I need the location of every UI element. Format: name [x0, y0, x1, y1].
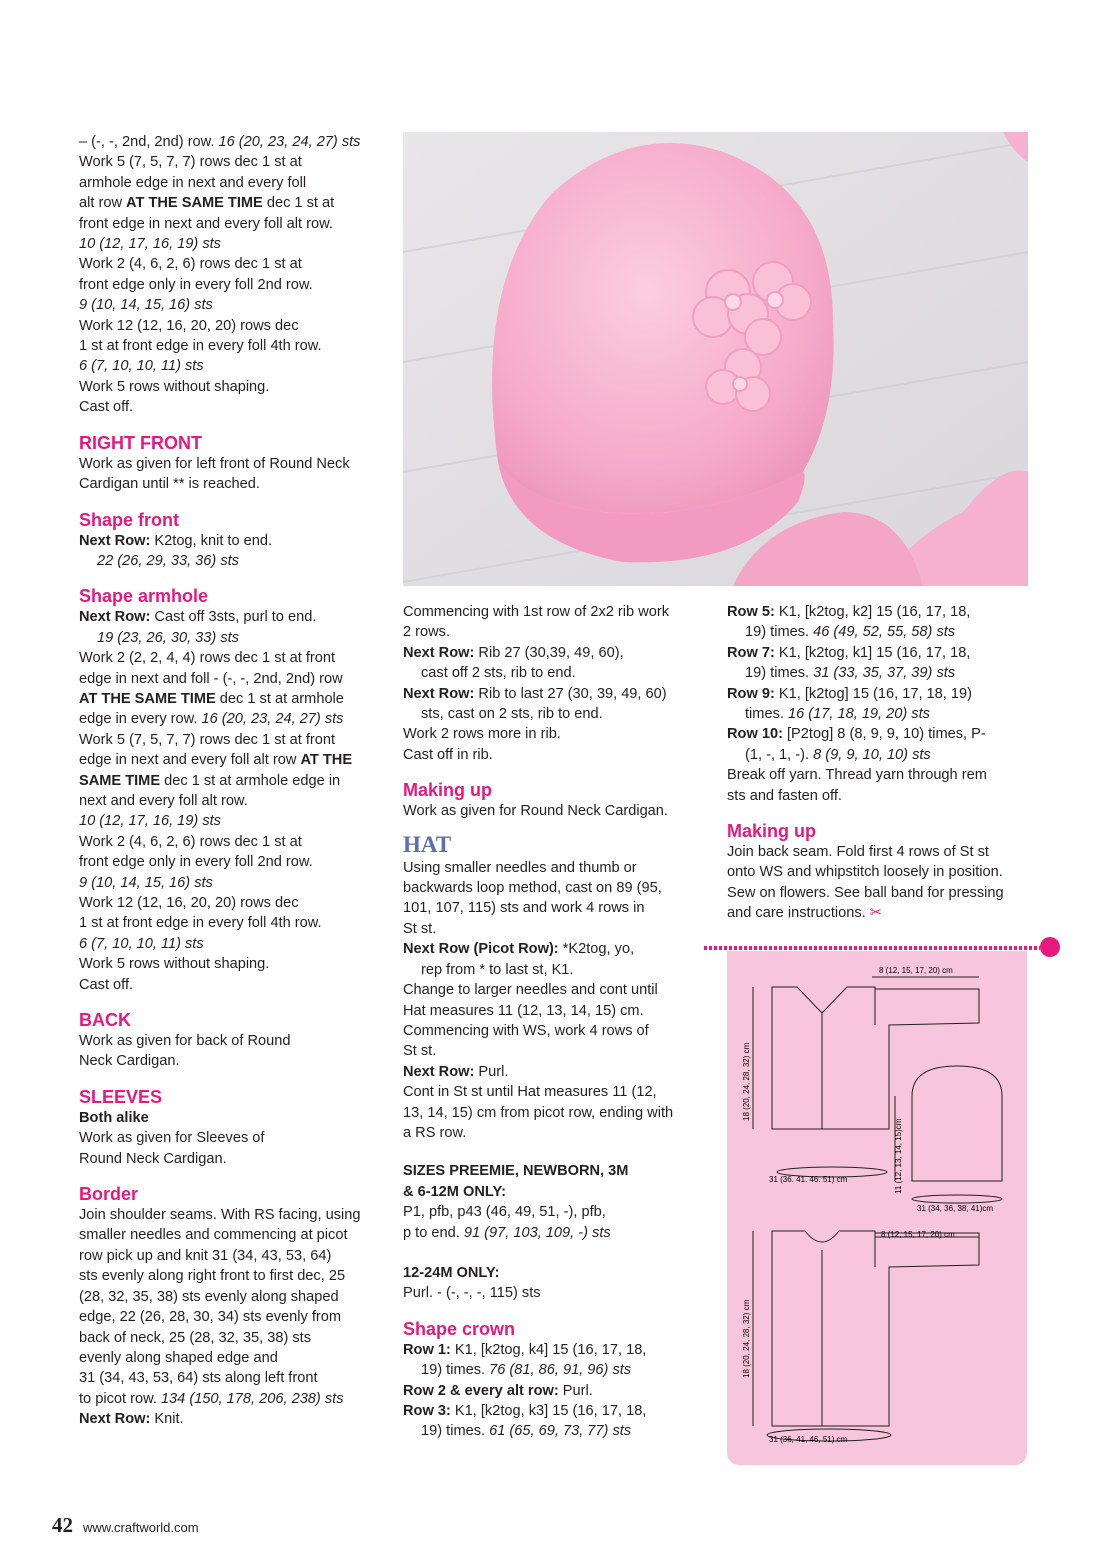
- hat-width: 31 (34, 36, 38, 41)cm: [917, 1204, 994, 1213]
- text: Rib 27 (30,39, 49, 60),: [474, 644, 624, 661]
- hat-illustration: [403, 132, 1028, 586]
- text: [P2tog] 8 (8, 9, 9, 10) times, P-: [782, 726, 986, 743]
- stitch-count: 22 (26, 29, 33, 36) sts: [97, 552, 239, 569]
- row-label: Next Row:: [403, 685, 475, 702]
- text-line: Work 2 (4, 6, 2, 6) rows dec 1 st at: [79, 256, 302, 273]
- text-line: front edge only in every foll 2nd row.: [79, 854, 313, 871]
- r-body-width: 31 (36, 41, 46, 51) cm: [769, 1435, 848, 1444]
- stitch-count: 19 (23, 26, 30, 33) sts: [97, 629, 239, 646]
- text-line: Work as given for back of Round: [79, 1033, 291, 1050]
- row-label: Row 5:: [727, 604, 775, 620]
- text-line: St st.: [403, 920, 437, 937]
- text-line: 1 st at front edge in every foll 4th row.: [79, 338, 322, 355]
- hat-photo: [403, 132, 1028, 586]
- text-line: smaller needles and commencing at picot: [79, 1227, 348, 1244]
- text: K1, [k2tog, k3] 15 (16, 17, 18,: [450, 1403, 647, 1419]
- text-line: [727, 903, 1032, 923]
- text-line: [79, 1409, 384, 1429]
- text-line: 10 (12, 17, 16, 19) sts: [79, 236, 221, 253]
- text-line: edge in next and every foll alt row AT THE: [79, 752, 353, 769]
- text: 19) times.: [421, 1362, 490, 1379]
- text-line: Work 2 rows more in rib.: [403, 726, 561, 743]
- text: K1, [k2tog, k2] 15 (16, 17, 18,: [774, 604, 971, 620]
- text-line: [403, 1381, 703, 1401]
- text: K1, [k2tog, k4] 15 (16, 17, 18,: [450, 1341, 647, 1358]
- text-line: row pick up and knit 31 (34, 43, 53, 64): [79, 1247, 332, 1264]
- heading-hat: HAT: [403, 831, 452, 857]
- text: K1, [k2tog, k1] 15 (16, 17, 18,: [774, 644, 971, 661]
- text-line: Sew on flowers. See ball band for pressing: [727, 884, 1004, 901]
- text-line: 2 rows.: [403, 624, 451, 641]
- text-line: Work as given for Round Neck Cardigan.: [403, 803, 668, 820]
- text-line: [727, 704, 1032, 724]
- row-label: Next Row:: [79, 532, 151, 549]
- text-line: [727, 684, 1032, 704]
- text-line: 10 (12, 17, 16, 19) sts: [79, 813, 221, 830]
- text-line: Cont in St st until Hat measures 11 (12,: [403, 1084, 657, 1101]
- border-instructions: [79, 1205, 384, 1409]
- text-line: [403, 1340, 703, 1360]
- text-line: Cardigan until ** is reached.: [79, 476, 260, 493]
- text-line: onto WS and whipstitch loosely in position.: [727, 864, 1003, 881]
- text-line: [727, 622, 1032, 642]
- text: Purl.: [558, 1382, 593, 1399]
- text-line: P1, pfb, p43 (46, 49, 51, -), pfb,: [403, 1204, 606, 1221]
- text: Purl.: [474, 1063, 509, 1080]
- row-label: Next Row:: [79, 609, 151, 626]
- text-line: back of neck, 25 (28, 32, 35, 38) sts: [79, 1329, 312, 1346]
- text-line: 9 (10, 14, 15, 16) sts: [79, 297, 213, 314]
- text-line: – (-, -, 2nd, 2nd) row. 16 (20, 23, 24, 27) sts: [79, 134, 361, 150]
- text-line: next and every foll alt row.: [79, 792, 248, 809]
- text-line: Work 5 (7, 5, 7, 7) rows dec 1 st at front: [79, 731, 336, 748]
- heading-sleeves: SLEEVES: [79, 1086, 163, 1107]
- page-number: 42: [52, 1513, 73, 1537]
- text-line: [403, 1360, 703, 1380]
- text-line: [403, 1062, 703, 1082]
- text-line: cast off 2 sts, rib to end.: [421, 665, 576, 682]
- armhole-instructions: [79, 648, 384, 995]
- row-label: Row 10:: [727, 726, 783, 743]
- heading-shape-crown: Shape crown: [403, 1318, 516, 1339]
- schematic-svg: [727, 951, 1027, 1465]
- text-line: Break off yarn. Thread yarn through rem: [727, 767, 987, 784]
- heading-making-up: Making up: [403, 780, 492, 801]
- text-line: [403, 1223, 703, 1243]
- text-line: Join shoulder seams. With RS facing, using: [79, 1207, 361, 1224]
- text: 19) times.: [745, 665, 814, 682]
- text-line: [727, 724, 1032, 744]
- heading-right-front: RIGHT FRONT: [79, 432, 202, 453]
- column-1: [79, 132, 384, 1430]
- text-line: Using smaller needles and thumb or: [403, 859, 637, 876]
- row-label: Row 1:: [403, 1341, 451, 1358]
- stitch-count: 76 (81, 86, 91, 96) sts: [489, 1362, 632, 1379]
- emphasis: AT THE SAME TIME: [126, 195, 263, 212]
- text-line: sts evenly along right front to first dec, 25: [79, 1268, 346, 1285]
- stitch-count: 61 (65, 69, 73, 77) sts: [489, 1423, 632, 1440]
- text-line: Join back seam. Fold first 4 rows of St st: [727, 844, 989, 861]
- text-line: armhole edge in next and every foll: [79, 174, 307, 191]
- text-line: [79, 607, 384, 627]
- text-line: 6 (7, 10, 10, 11) sts: [79, 935, 204, 952]
- hat-outline: [912, 1066, 1002, 1181]
- stitch-count: 8 (9, 9, 10, 10) sts: [813, 746, 931, 763]
- text: *K2tog, yo,: [558, 941, 635, 958]
- column-3: [727, 602, 1032, 924]
- stitch-count: 46 (49, 52, 55, 58) sts: [813, 624, 956, 641]
- text-line: front edge only in every foll 2nd row.: [79, 276, 313, 293]
- row-label: Row 9:: [727, 685, 775, 702]
- text-line: 101, 107, 115) sts and work 4 rows in: [403, 900, 645, 917]
- v-body-width: 31 (36. 41. 46. 51) cm: [769, 1175, 848, 1184]
- row-label: Row 3:: [403, 1403, 451, 1419]
- text: (1, -, 1, -).: [745, 746, 814, 763]
- text-line: [403, 1421, 703, 1441]
- column-2: [403, 602, 703, 1442]
- text-line: edge in next and foll - (-, -, 2nd, 2nd) row: [79, 670, 343, 687]
- heading-shape-armhole: Shape armhole: [79, 586, 209, 607]
- text-line: [403, 684, 703, 704]
- row-label: Next Row:: [79, 1411, 151, 1428]
- text: Knit.: [150, 1411, 184, 1428]
- text-line: Work 12 (12, 16, 20, 20) rows dec: [79, 895, 299, 911]
- v-body-length: 18 (20, 24, 28, 32) cm: [742, 1042, 751, 1121]
- stitch-count: 31 (33, 35, 37, 39) sts: [813, 665, 956, 682]
- text-line: Cast off.: [79, 976, 134, 993]
- text: K1, [k2tog] 15 (16, 17, 18, 19): [774, 685, 972, 702]
- heading-making-up: Making up: [727, 821, 816, 842]
- v-sleeve-length: 8 (12, 15, 17, 20) cm: [879, 966, 953, 975]
- text-line: St st.: [403, 1043, 437, 1060]
- text: K2tog, knit to end.: [150, 532, 273, 549]
- text-line: [79, 531, 384, 551]
- row-label: Next Row (Picot Row):: [403, 941, 559, 958]
- text-line: sts, cast on 2 sts, rib to end.: [421, 706, 603, 723]
- text: 19) times.: [421, 1423, 490, 1440]
- text-line: (28, 32, 35, 38) sts evenly along shaped: [79, 1288, 339, 1305]
- text-line: Hat measures 11 (12, 13, 14, 15) cm.: [403, 1002, 644, 1019]
- text-line: 9 (10, 14, 15, 16) sts: [79, 874, 213, 891]
- text-line: Work 5 rows without shaping.: [79, 956, 270, 973]
- row-label: Row 2 & every alt row:: [403, 1382, 559, 1399]
- text: Cast off 3sts, purl to end.: [150, 609, 317, 626]
- left-front-continued: [79, 132, 384, 418]
- text-line: [403, 1401, 703, 1421]
- stitch-count: 16 (20, 23, 24, 27) sts: [218, 134, 361, 150]
- text-line: [727, 602, 1032, 622]
- text-line: front edge in next and every foll alt row.: [79, 215, 333, 232]
- text-line: Work 2 (4, 6, 2, 6) rows dec 1 st at: [79, 833, 302, 850]
- text-line: Purl. - (-, -, -, 115) sts: [403, 1285, 541, 1302]
- text-line: Work 5 (7, 5, 7, 7) rows dec 1 st at: [79, 154, 302, 171]
- subheading-both-alike: Both alike: [79, 1109, 149, 1126]
- text-line: Commencing with WS, work 4 rows of: [403, 1022, 649, 1039]
- text-line: [727, 745, 1032, 765]
- text-line: Cast off in rib.: [403, 746, 493, 763]
- text-line: [403, 939, 703, 959]
- text-line: edge, 22 (26, 28, 30, 34) sts evenly from: [79, 1309, 342, 1326]
- text: and care instructions.: [727, 905, 870, 922]
- text-line: SAME TIME dec 1 st at armhole edge in: [79, 772, 341, 789]
- schematic-diagram: [727, 951, 1027, 1465]
- text-line: Neck Cardigan.: [79, 1053, 180, 1070]
- heading-back: BACK: [79, 1010, 131, 1031]
- website-url[interactable]: www.craftworld.com: [83, 1520, 199, 1535]
- stitch-count: 16 (17, 18, 19, 20) sts: [787, 706, 930, 723]
- r-body-length: 18 (20, 24, 28, 32) cm: [742, 1299, 751, 1378]
- text-line: [403, 643, 703, 663]
- heading-shape-front: Shape front: [79, 509, 180, 530]
- heading-border: Border: [79, 1184, 139, 1205]
- text-line: alt row AT THE SAME TIME dec 1 st at: [79, 195, 335, 212]
- r-sleeve-length: 8 (12, 15, 17, 20) cm: [881, 1230, 955, 1239]
- end-mark-icon: ✂: [869, 905, 883, 922]
- text-line: to picot row. 134 (150, 178, 206, 238) sts: [79, 1390, 344, 1407]
- page-footer: [52, 1513, 199, 1538]
- row-label: Next Row:: [403, 1063, 475, 1080]
- text-line: Cast off.: [79, 399, 134, 416]
- text: Rib to last 27 (30, 39, 49, 60): [474, 685, 667, 702]
- text-line: Work as given for left front of Round Neck: [79, 455, 350, 472]
- row-label: Next Row:: [403, 644, 475, 661]
- text-line: edge in every row. 16 (20, 23, 24, 27) sts: [79, 711, 344, 728]
- text-line: 31 (34, 43, 53, 64) sts along left front: [79, 1370, 318, 1387]
- text-line: Work 5 rows without shaping.: [79, 378, 270, 395]
- text: 19) times.: [745, 624, 814, 641]
- text-line: 13, 14, 15) cm from picot row, ending with: [403, 1104, 674, 1121]
- sizes-heading: & 6-12M ONLY:: [403, 1183, 506, 1200]
- text-line: [727, 663, 1032, 683]
- text-line: Change to larger needles and cont until: [403, 982, 658, 999]
- sizes-heading: 12-24M ONLY:: [403, 1264, 500, 1281]
- hat-height: 11 (12, 13, 14, 15)cm: [894, 1118, 903, 1194]
- row-label: Row 7:: [727, 644, 775, 661]
- text-line: rep from * to last st, K1.: [421, 961, 574, 978]
- stitch-count: 91 (97, 103, 109, -) sts: [463, 1224, 611, 1241]
- text-line: AT THE SAME TIME dec 1 st at armhole: [79, 690, 344, 707]
- text-line: Round Neck Cardigan.: [79, 1150, 227, 1167]
- text-line: Work 12 (12, 16, 20, 20) rows dec: [79, 317, 299, 334]
- text-line: 1 st at front edge in every foll 4th row.: [79, 915, 322, 932]
- sizes-heading: SIZES PREEMIE, NEWBORN, 3M: [403, 1163, 629, 1180]
- text: times.: [745, 706, 788, 723]
- text-line: Work 2 (2, 2, 4, 4) rows dec 1 st at front: [79, 650, 336, 667]
- text-line: [727, 643, 1032, 663]
- text-line: evenly along shaped edge and: [79, 1349, 278, 1366]
- text-line: backwards loop method, cast on 89 (95,: [403, 880, 662, 897]
- text-line: sts and fasten off.: [727, 787, 842, 804]
- text: p to end.: [403, 1224, 464, 1241]
- text-line: Work as given for Sleeves of: [79, 1130, 265, 1147]
- text-line: a RS row.: [403, 1124, 467, 1141]
- text-line: 6 (7, 10, 10, 11) sts: [79, 358, 204, 375]
- text-line: Commencing with 1st row of 2x2 rib work: [403, 604, 670, 620]
